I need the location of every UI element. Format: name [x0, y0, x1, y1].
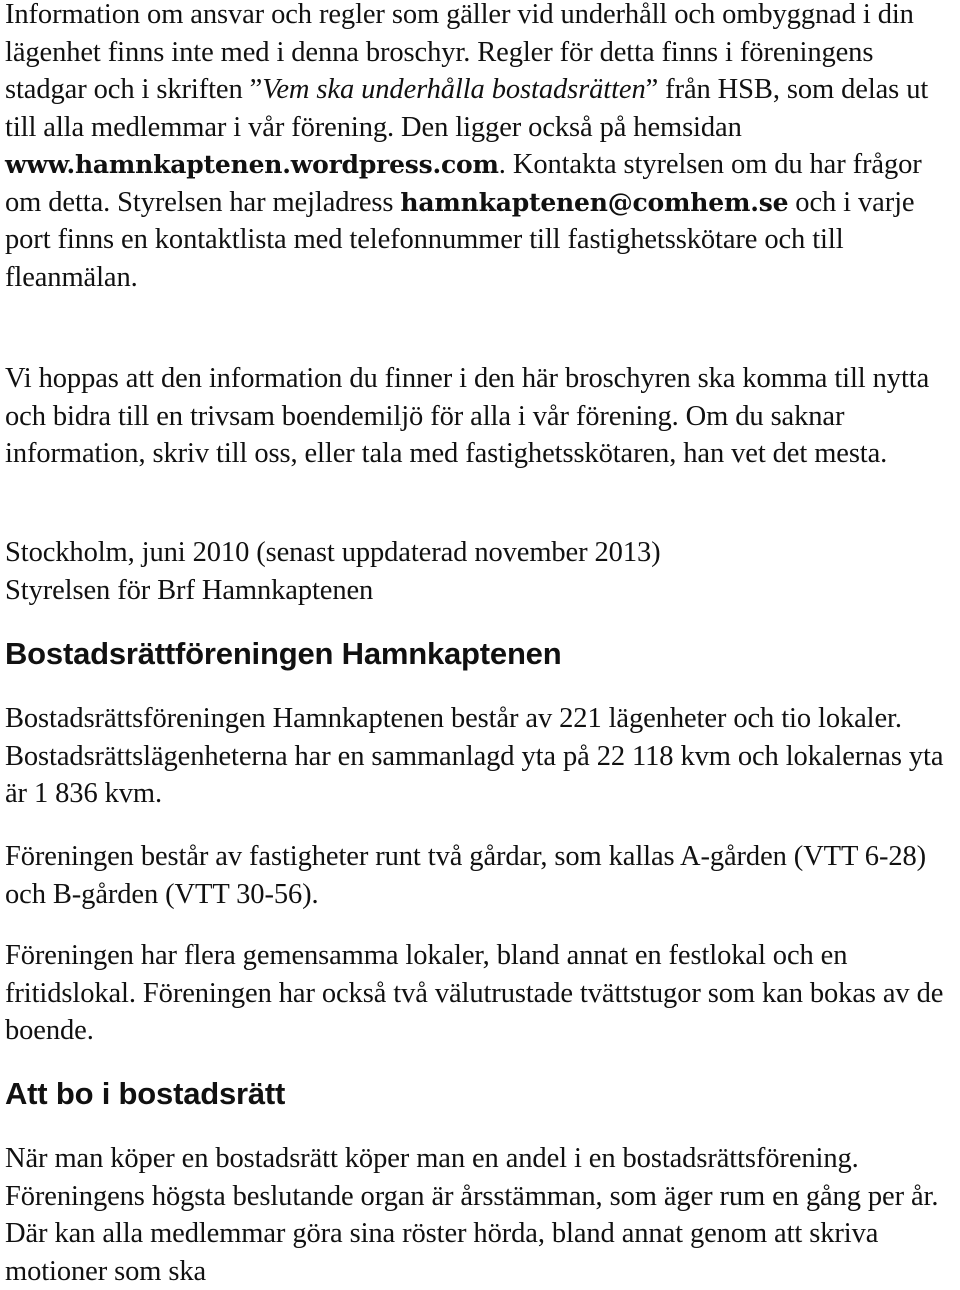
common-rooms-paragraph: Föreningen har flera gemensamma lokaler, bland annat en festlokal och en fritidslokal. Föreningen har också två välutrustade tvättstugor som kan bokas av de boende. [5, 940, 944, 1046]
signoff [5, 534, 661, 609]
association-heading: Bostadsrättföreningen Hamnkaptenen [5, 636, 562, 671]
association-size-paragraph: Bostadsrättsföreningen Hamnkaptenen består av 221 lägenheter och tio lokaler. Bostadsrättslägenheterna har en sammanlagd yta på 22 118 kvm och lokalernas yta är 1 836 kvm. [5, 703, 944, 809]
courtyards-paragraph: Föreningen består av fastigheter runt två gårdar, som kallas A-gården (VTT 6-28) och B-gården (VTT 30-56). [5, 841, 927, 910]
intro-text-1: Information om ansvar och regler som gäller vid underhåll och ombyggnad i din lägenhet finns inte med i denna broschyr. Regler för detta finns i föreningens stadgar och i skriften [5, 0, 914, 105]
living-heading: Att bo i bostadsrätt [5, 1076, 286, 1111]
book-title: Vem ska underhålla bostadsrätten [262, 74, 646, 105]
hope-paragraph: Vi hoppas att den information du finner i den här broschyren ska komma till nytta och bidra till en trivsam boendemiljö för alla i vår förening. Om du saknar information, skriv till oss, eller tala med fastighetsskötaren, han vet det mesta. [5, 363, 930, 469]
website-link[interactable]: www.hamnkaptenen.wordpress.com [5, 150, 499, 179]
close-quote: ” [645, 74, 659, 105]
signoff-date-line: Stockholm, juni 2010 (senast uppdaterad november 2013) [5, 537, 661, 568]
intro-text-2: från HSB, som delas ut till alla medlemmar i vår förening. Den ligger också på hemsidan [5, 74, 929, 143]
intro-text-4: och i varje port finns en kontaktlista med telefonnummer till fastighetsskötare och till fleanmälan. [5, 186, 915, 293]
living-paragraph: När man köper en bostadsrätt köper man en andel i en bostadsrättsförening. Föreningens högsta beslutande organ är årsstämman, som äger rum en gång per år. Där kan alla medlemmar göra sina röster hörda, bland annat genom att skriva motioner som ska [5, 1143, 939, 1287]
intro-paragraph [5, 0, 955, 296]
email-link[interactable]: hamnkaptenen@comhem.se [400, 187, 789, 217]
signoff-board-line: Styrelsen för Brf Hamnkaptenen [5, 574, 374, 606]
open-quote: ” [249, 74, 263, 105]
intro-text-3: . Kontakta styrelsen om du har frågor om detta. Styrelsen har mejladress [5, 149, 922, 218]
